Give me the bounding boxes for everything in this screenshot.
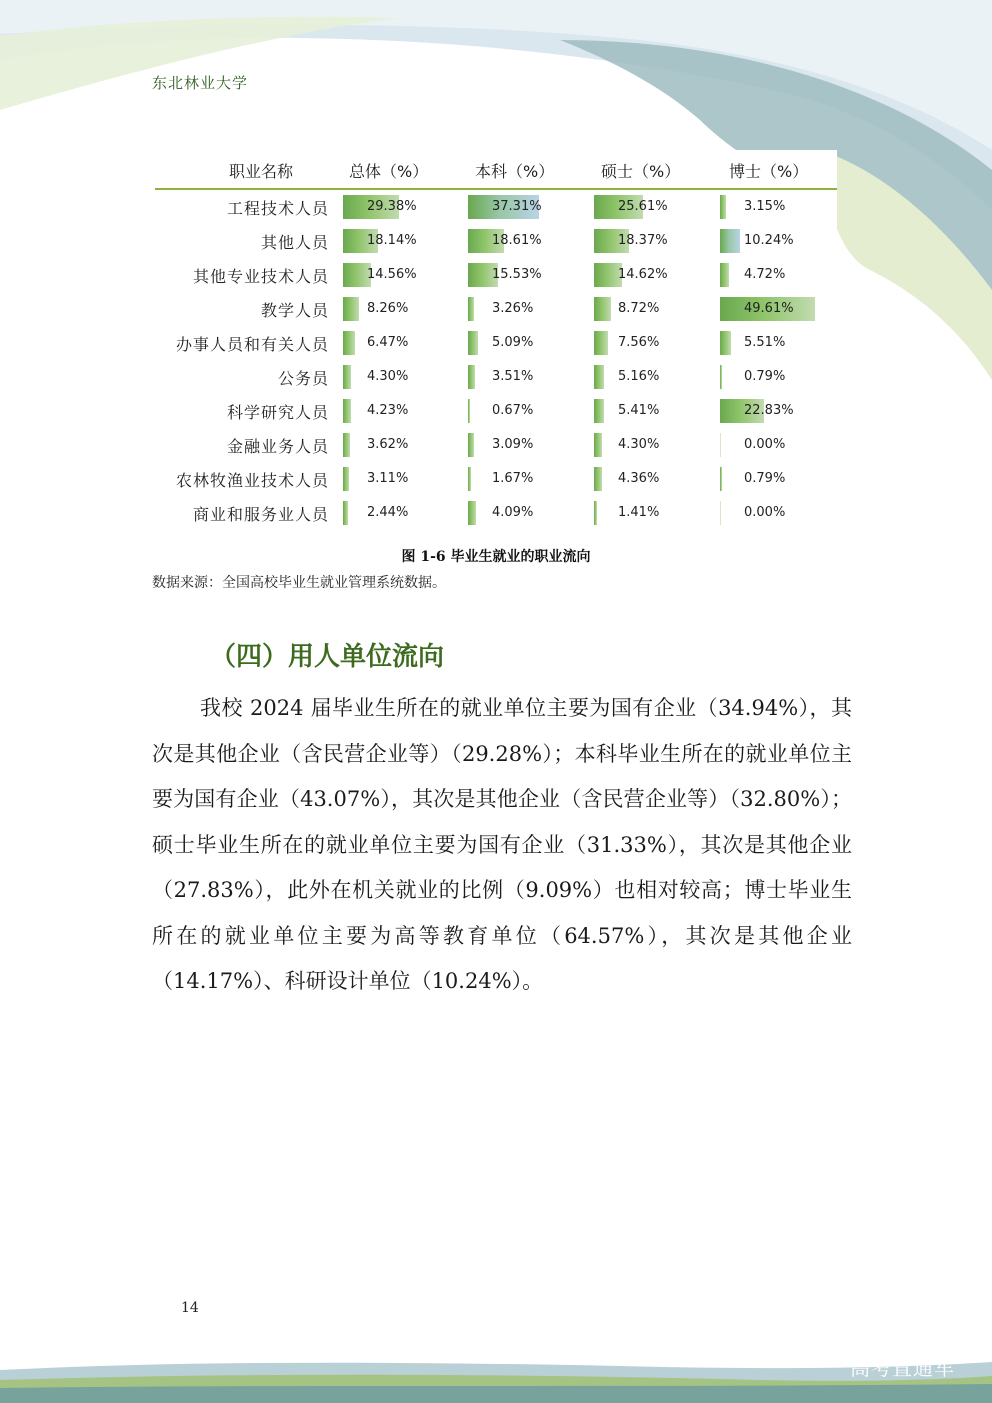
occupation-name: 办事人员和有关人员 xyxy=(175,335,329,354)
table-row xyxy=(155,326,837,360)
data-bar xyxy=(594,467,602,491)
data-bar xyxy=(468,399,470,423)
header-title: 东北林业大学 xyxy=(152,74,249,92)
table-row xyxy=(155,224,837,258)
cell-value: 0.00% xyxy=(744,505,786,520)
cell-value: 14.56% xyxy=(367,267,417,282)
cell-value: 4.30% xyxy=(618,437,660,452)
cell-value: 6.47% xyxy=(367,335,409,350)
cell-value: 0.67% xyxy=(492,403,534,418)
cell-value: 5.51% xyxy=(744,335,786,350)
cell-value: 15.53% xyxy=(492,267,542,282)
cell-value: 1.67% xyxy=(492,471,534,486)
data-bar xyxy=(594,433,602,457)
table-row xyxy=(155,462,837,496)
data-bar xyxy=(343,399,351,423)
occupation-name: 公务员 xyxy=(277,369,329,388)
table-row xyxy=(155,496,837,530)
data-bar xyxy=(343,433,350,457)
header-master: 硕士（%） xyxy=(601,162,681,181)
cell-value: 2.44% xyxy=(367,505,409,520)
cell-value: 4.30% xyxy=(367,369,409,384)
cell-value: 3.62% xyxy=(367,437,409,452)
cell-value: 4.36% xyxy=(618,471,660,486)
occupation-table xyxy=(155,150,837,528)
cell-value: 37.31% xyxy=(492,199,542,214)
section-paragraph: 我校 2024 届毕业生所在的就业单位主要为国有企业（34.94%），其次是其他企业（含民营企业等）（29.28%）；本科毕业生所在的就业单位主要为国有企业（43.07%），其次是其他企业（含民营企业等）（32.80%）；硕士毕业生所在的就业单位主要为国有企业（31.33%），其次是其他企业（27.83%），此外在机关就业的比例（9.09%）也相对较高；博士毕业生所在的就业单位主要为高等教育单位（64.57%），其次是其他企业（14.17%）、科研设计单位（10.24%）。 xyxy=(152,696,852,993)
table-row xyxy=(155,428,837,462)
cell-value: 29.38% xyxy=(367,199,417,214)
header-occupation: 职业名称 xyxy=(229,162,294,181)
table-row xyxy=(155,292,837,326)
data-bar xyxy=(468,365,475,389)
occupation-name: 工程技术人员 xyxy=(226,199,329,218)
cell-value: 10.24% xyxy=(744,233,794,248)
cell-value: 4.72% xyxy=(744,267,786,282)
occupation-name: 教学人员 xyxy=(260,301,329,320)
cell-value: 7.56% xyxy=(618,335,660,350)
data-bar xyxy=(720,263,729,287)
cell-value: 0.79% xyxy=(744,369,786,384)
header-overall: 总体（%） xyxy=(349,162,429,181)
data-bar xyxy=(720,433,721,457)
cell-value: 14.62% xyxy=(618,267,668,282)
data-bar xyxy=(594,501,597,525)
occupation-name: 其他专业技术人员 xyxy=(192,267,329,286)
header-undergrad: 本科（%） xyxy=(475,162,555,181)
cell-value: 5.16% xyxy=(618,369,660,384)
cell-value: 4.23% xyxy=(367,403,409,418)
data-source-note: 数据来源：全国高校毕业生就业管理系统数据。 xyxy=(152,575,446,591)
occupation-name: 农林牧渔业技术人员 xyxy=(175,471,329,490)
data-bar xyxy=(594,331,608,355)
page-number: 14 xyxy=(181,1300,199,1316)
occupation-name: 科学研究人员 xyxy=(226,403,329,422)
cell-value: 18.61% xyxy=(492,233,542,248)
table-header xyxy=(155,150,837,190)
cell-value: 1.41% xyxy=(618,505,660,520)
table-row xyxy=(155,258,837,292)
watermark-text: 高考直通车 xyxy=(850,1356,955,1380)
data-bar xyxy=(720,467,722,491)
data-bar xyxy=(720,365,722,389)
cell-value: 25.61% xyxy=(618,199,668,214)
data-bar xyxy=(468,433,474,457)
cell-value: 3.26% xyxy=(492,301,534,316)
data-bar xyxy=(468,467,471,491)
cell-value: 0.00% xyxy=(744,437,786,452)
occupation-name: 金融业务人员 xyxy=(226,437,329,456)
data-bar xyxy=(594,399,604,423)
data-bar xyxy=(343,501,348,525)
data-bar xyxy=(720,501,721,525)
table-row xyxy=(155,190,837,224)
data-bar xyxy=(343,331,355,355)
table-row xyxy=(155,360,837,394)
cell-value: 8.26% xyxy=(367,301,409,316)
data-bar xyxy=(720,331,731,355)
cell-value: 18.14% xyxy=(367,233,417,248)
cell-value: 3.15% xyxy=(744,199,786,214)
data-bar xyxy=(343,467,349,491)
cell-value: 0.79% xyxy=(744,471,786,486)
cell-value: 3.51% xyxy=(492,369,534,384)
data-bar xyxy=(720,195,726,219)
data-bar xyxy=(720,229,740,253)
occupation-name: 商业和服务业人员 xyxy=(192,505,329,524)
figure-caption: 图 1-6 毕业生就业的职业流向 xyxy=(401,549,591,565)
data-bar xyxy=(343,297,359,321)
cell-value: 5.09% xyxy=(492,335,534,350)
occupation-name: 其他人员 xyxy=(260,233,329,252)
cell-value: 3.09% xyxy=(492,437,534,452)
header-doctor: 博士（%） xyxy=(729,162,809,181)
data-bar xyxy=(468,331,478,355)
cell-value: 8.72% xyxy=(618,301,660,316)
cell-value: 3.11% xyxy=(367,471,409,486)
data-bar xyxy=(468,501,476,525)
cell-value: 5.41% xyxy=(618,403,660,418)
cell-value: 18.37% xyxy=(618,233,668,248)
data-bar xyxy=(594,297,611,321)
section-heading: （四）用人单位流向 xyxy=(210,642,445,672)
table-row xyxy=(155,394,837,428)
cell-value: 22.83% xyxy=(744,403,794,418)
cell-value: 49.61% xyxy=(744,301,794,316)
data-bar xyxy=(594,365,604,389)
data-bar xyxy=(343,365,351,389)
cell-value: 4.09% xyxy=(492,505,534,520)
data-bar xyxy=(468,297,474,321)
